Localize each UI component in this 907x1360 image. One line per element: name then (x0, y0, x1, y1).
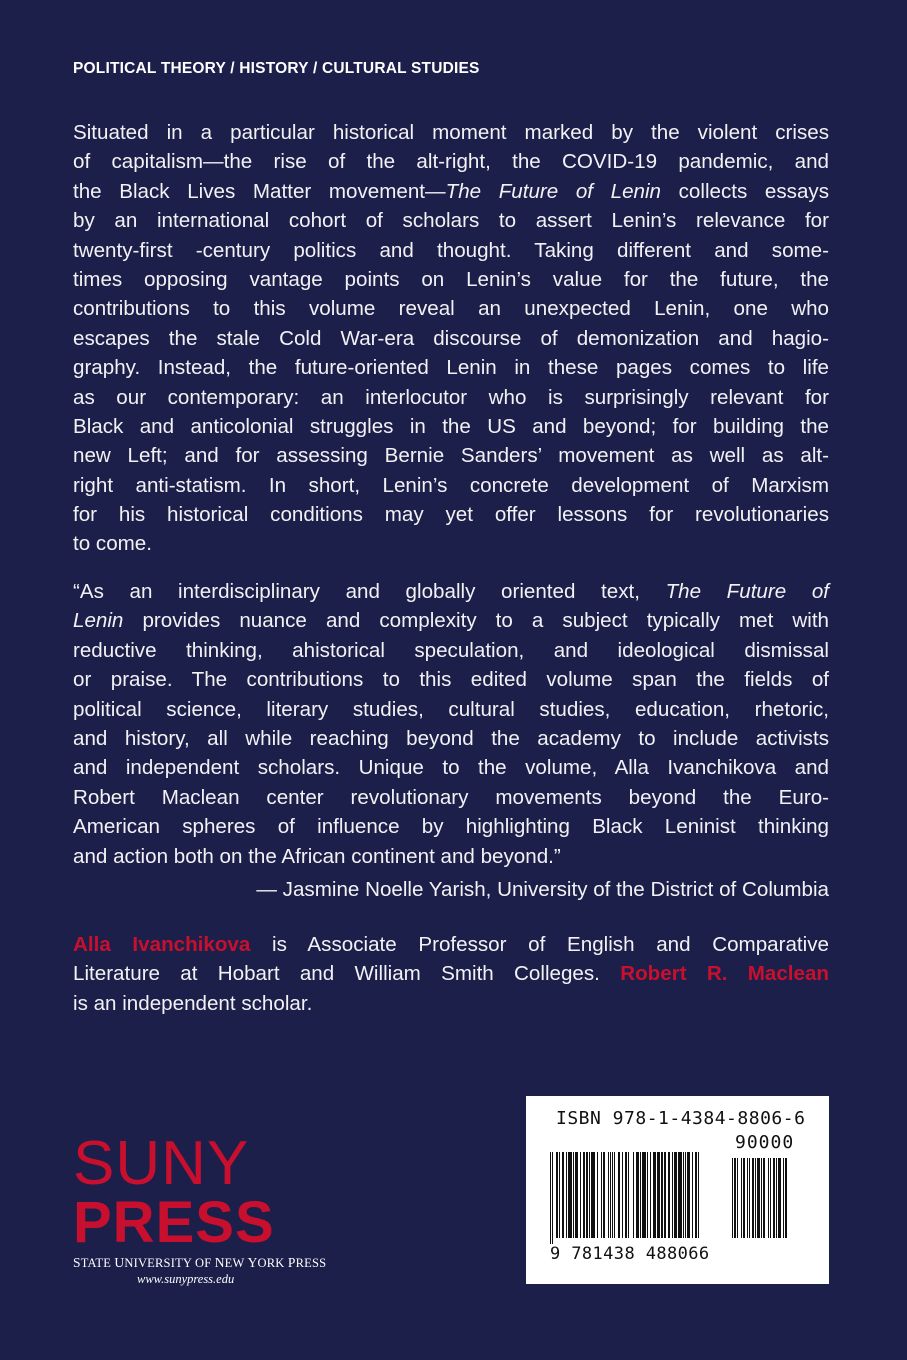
book-description (73, 118, 829, 559)
barcode-bar (664, 1152, 666, 1238)
text-run: for his historical conditions may yet offer lessons for revolutionaries (73, 503, 829, 527)
author-name: Robert R. Maclean (620, 962, 829, 986)
barcode-bar (747, 1158, 748, 1238)
isbn-barcode (526, 1096, 829, 1284)
text-line (73, 665, 829, 694)
barcode-bar (566, 1152, 567, 1238)
barcode-bar (556, 1152, 558, 1238)
barcode-bar (743, 1158, 745, 1238)
barcode-bar (647, 1152, 648, 1238)
barcode-bar (770, 1158, 771, 1238)
text-line (73, 441, 829, 470)
barcode-bar (773, 1158, 775, 1238)
barcode-bar (695, 1152, 697, 1238)
text-run: Robert Maclean center revolutionary movements beyond the Euro- (73, 785, 829, 809)
text-line (73, 842, 829, 871)
barcode-bar (573, 1152, 574, 1238)
text-line (73, 206, 829, 235)
barcode-bar (653, 1152, 656, 1238)
text-line (73, 147, 829, 176)
barcode-bar (589, 1152, 590, 1238)
text-run: to come. (73, 532, 152, 556)
text-run: “As an interdisciplinary and globally oriented text, (73, 580, 666, 603)
barcode-bar (625, 1152, 627, 1238)
barcode-bar (597, 1152, 598, 1238)
publisher-url: www.sunypress.edu (137, 1272, 235, 1286)
barcode-bar (776, 1158, 777, 1238)
text-run: as our contemporary: an interlocutor who is surprisingly relevant for (73, 385, 829, 409)
publisher-name-part: ORK (257, 1256, 288, 1270)
text-run: reductive thinking, ahistorical speculation, and ideological dismissal (73, 638, 829, 662)
barcode-bar (608, 1152, 609, 1238)
text-run: is an independent scholar. (73, 991, 313, 1015)
barcode-bar (698, 1152, 699, 1238)
barcode-bar (601, 1152, 602, 1238)
text-line (73, 353, 829, 382)
subject-category: POLITICAL THEORY / HISTORY / CULTURAL STUDIES (73, 60, 480, 77)
author-bio (73, 930, 829, 1018)
barcode-bar (580, 1152, 581, 1238)
barcode-bar (755, 1158, 756, 1238)
publisher-logo (73, 1129, 327, 1287)
text-run: American spheres of influence by highlighting Black Leninist thinking (73, 815, 829, 839)
text-line (73, 383, 829, 412)
publisher-name-part: NIVERSITY OF (124, 1256, 215, 1270)
publisher-name-part: TATE (80, 1256, 115, 1270)
text-run: is Associate Professor of English and Comparative (250, 933, 829, 956)
book-title-italic: The Future of Lenin (445, 179, 662, 203)
text-line (73, 412, 829, 441)
text-line (73, 930, 829, 959)
text-line (73, 636, 829, 665)
barcode-bar (778, 1158, 781, 1238)
barcode-bar (752, 1158, 754, 1238)
barcode-bar (741, 1158, 742, 1238)
text-run: provides nuance and complexity to a subject typically met with (123, 609, 829, 633)
barcode-bar (692, 1152, 693, 1238)
barcode-bar (618, 1152, 620, 1238)
author-name: Alla Ivanchikova (73, 933, 251, 956)
text-line (73, 118, 829, 147)
text-run: escapes the stale Cold War-era discourse of demonization and hagio- (73, 326, 829, 350)
barcode-bar (650, 1152, 651, 1238)
text-run: political science, literary studies, cultural studies, education, rhetoric, (73, 697, 829, 721)
text-line (73, 177, 829, 206)
publisher-name-part: N (214, 1255, 225, 1270)
text-run: and action both on the African continent and beyond.” (73, 844, 561, 868)
text-run: and independent scholars. Unique to the volume, Alla Ivanchikova and (73, 756, 829, 780)
text-run: times opposing vantage points on Lenin’s value for the future, the (73, 267, 829, 291)
text-run: of capitalism—the rise of the alt-right, the COVID-19 pandemic, and (73, 150, 829, 174)
text-run: Literature at Hobart and William Smith Colleges. (73, 962, 621, 986)
publisher-name-part: P (287, 1255, 296, 1270)
publisher-name-part: S (73, 1255, 81, 1270)
barcode-bar (757, 1158, 760, 1238)
publisher-name-part: Y (247, 1255, 258, 1270)
barcode-bar (732, 1158, 733, 1238)
text-line (73, 471, 829, 500)
text-run: new Left; and for assessing Bernie Sanders’ movement as well as alt- (73, 444, 829, 468)
text-run: contributions to this volume reveal an unexpected Lenin, one who (73, 297, 829, 321)
barcode-bar (586, 1152, 588, 1238)
barcode-bar (552, 1152, 553, 1244)
text-line (73, 812, 829, 841)
text-line (73, 324, 829, 353)
text-run: Situated in a particular historical moment marked by the violent crises (73, 121, 829, 144)
barcode-bar (568, 1152, 572, 1238)
barcode-bar (559, 1152, 560, 1238)
barcode-bar (633, 1152, 634, 1238)
barcode-bar (603, 1152, 605, 1238)
barcode-bar (591, 1152, 595, 1238)
logo-press-text: PRESS (73, 1190, 275, 1255)
text-line (73, 529, 829, 558)
barcode-bar (614, 1152, 615, 1238)
text-run: by an international cohort of scholars to assert Lenin’s relevance for (73, 209, 829, 233)
barcode-addon-digits: 90000 (735, 1132, 795, 1153)
text-run: the Black Lives Matter movement— (73, 179, 446, 203)
text-line (73, 606, 829, 635)
text-line (73, 236, 829, 265)
barcode-bar (734, 1158, 736, 1238)
barcode-bar (575, 1152, 578, 1238)
text-run: collects essays (661, 179, 829, 203)
isbn-label: ISBN 978-1-4384-8806-6 (556, 1108, 806, 1129)
barcode-bar (783, 1158, 784, 1238)
text-line (73, 265, 829, 294)
barcode-bar (628, 1152, 629, 1238)
barcode-bar (685, 1152, 686, 1238)
text-line (73, 294, 829, 323)
barcode-bar (683, 1152, 684, 1238)
text-run: graphy. Instead, the future-oriented Lenin in these pages comes to life (73, 356, 829, 380)
book-title-italic: The Future of (665, 580, 829, 603)
barcode-bar (612, 1152, 613, 1238)
barcode-bar (672, 1152, 673, 1238)
publisher-name-part: U (114, 1255, 125, 1270)
text-line (73, 959, 829, 988)
publisher-name-part: RESS (295, 1256, 327, 1270)
barcode-bar (761, 1158, 762, 1238)
barcode-bar (661, 1152, 663, 1238)
barcode-addon-bars (732, 1158, 804, 1244)
barcode-bar (640, 1152, 641, 1238)
text-line (73, 500, 829, 529)
barcode-bar (610, 1152, 611, 1238)
barcode-bar (768, 1158, 769, 1238)
barcode-bar (678, 1152, 682, 1238)
text-run: Black and anticolonial struggles in the US and beyond; for building the (73, 414, 829, 438)
publisher-name-part: EW (224, 1256, 248, 1270)
barcode-bar (562, 1152, 564, 1238)
barcode-bar (657, 1152, 660, 1238)
barcode-bar (763, 1158, 765, 1238)
endorsement-attribution: — Jasmine Noelle Yarish, University of the District of Columbia (256, 878, 829, 901)
barcode-bar (550, 1152, 551, 1244)
barcode-bar (642, 1152, 646, 1238)
text-run: and history, all while reaching beyond the academy to include activists (73, 726, 829, 750)
barcode-bar (687, 1152, 690, 1238)
text-line (73, 577, 829, 606)
barcode-bar (749, 1158, 750, 1238)
barcode-bar (622, 1152, 623, 1238)
book-title-italic: Lenin (73, 609, 124, 633)
barcode-bar (737, 1158, 738, 1238)
barcode-bar (785, 1158, 787, 1238)
text-line (73, 783, 829, 812)
text-run: right anti-statism. In short, Lenin’s concrete development of Marxism (73, 473, 829, 497)
text-line (73, 989, 829, 1018)
barcode-main-bars (550, 1152, 726, 1244)
barcode-digits: 9 781438 488066 (550, 1244, 710, 1264)
text-run: or praise. The contributions to this edited volume span the fields of (73, 668, 829, 692)
text-run: twenty-first -century politics and thought. Taking different and some- (73, 238, 829, 262)
text-line (73, 695, 829, 724)
text-line (73, 724, 829, 753)
barcode-bar (668, 1152, 670, 1238)
barcode-bar (674, 1152, 677, 1238)
logo-suny-text: SUNY (73, 1129, 250, 1198)
barcode-bar (583, 1152, 585, 1238)
text-line (73, 753, 829, 782)
barcode-bar (636, 1152, 639, 1238)
endorsement-quote (73, 577, 829, 871)
publisher-full-name (73, 1255, 326, 1271)
